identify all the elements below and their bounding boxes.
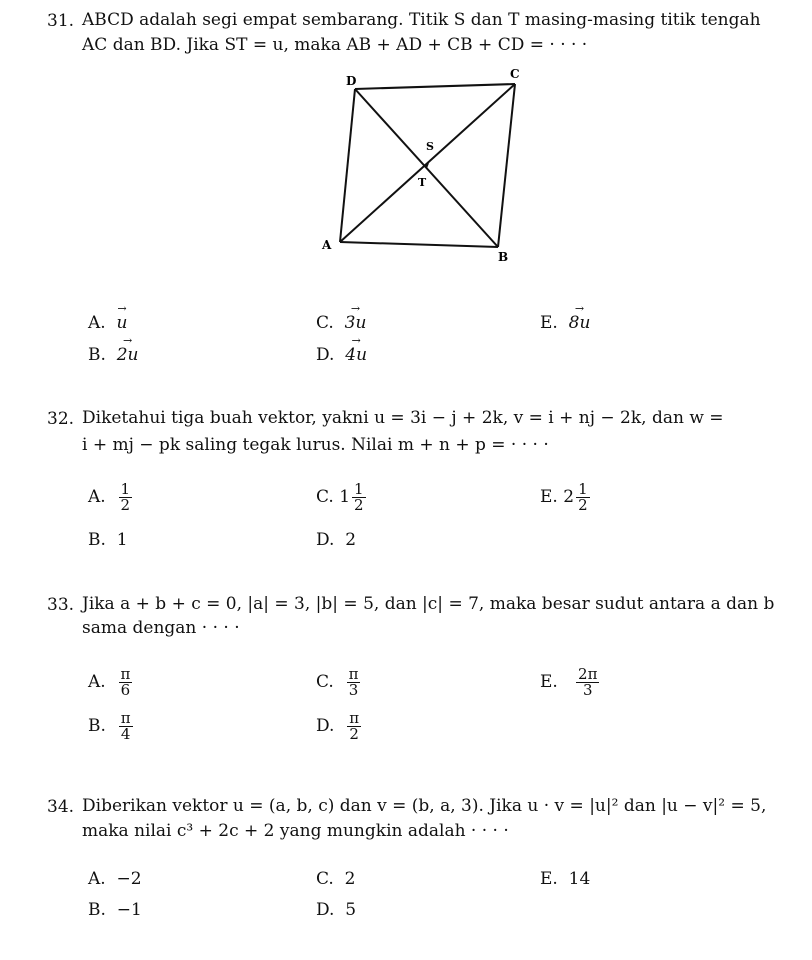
q34-answer-d: 5 [345, 900, 357, 920]
edge-ab [340, 242, 498, 247]
q34-option-d: D. 5 [316, 900, 357, 920]
q31-option-c: C. → 3u [316, 313, 366, 333]
q32-option-b: B. 1 [88, 530, 128, 550]
q34-answer-e: 14 [568, 869, 591, 889]
q31-option-e: E. → 8u [540, 313, 590, 333]
q33-option-d: D. $\frac{\pi}{2}$ [316, 709, 360, 743]
q32-option-e: E. 2 $\frac{1}{2}$ [540, 480, 588, 514]
q32-option-a: A. $\frac{1}{2}$ [88, 480, 131, 514]
q34-number: 34. [47, 797, 75, 817]
q34-option-e: E. 14 [540, 869, 591, 889]
label-a: A [322, 238, 332, 252]
q31-answer-c: → 3u [345, 313, 367, 333]
edge-cd [355, 84, 515, 89]
q34-answer-b: −1 [116, 900, 142, 920]
q31-quadrilateral-figure [310, 62, 530, 272]
q32-option-c: C. 1 $\frac{1}{2}$ [316, 480, 364, 514]
q34-text-line1: Diberikan vektor u = (a, b, c) dan v = (b, a, 3). Jika u · v = |u|² dan |u − v|² = 5, [82, 796, 767, 816]
q34-answer-c: 2 [344, 869, 356, 889]
q31-answer-a: → u [117, 313, 128, 333]
q31-option-d: D. → 4u [316, 345, 367, 365]
q33-text-line2: sama dengan · · · · [82, 618, 240, 638]
q33-answer-b: $\frac{\pi}{4}$ [120, 709, 131, 743]
label-s: S [426, 140, 434, 153]
label-d: D [346, 74, 357, 88]
q34-answer-a: −2 [116, 869, 142, 889]
q34-option-a: A. −2 [88, 869, 142, 889]
q33-answer-a: $\frac{\pi}{6}$ [120, 665, 131, 699]
q33-number: 33. [47, 595, 75, 615]
q33-answer-d: $\frac{\pi}{2}$ [349, 709, 360, 743]
q31-answer-b: → 2u [117, 345, 139, 365]
q31-text-line2: AC dan BD. Jika ST = u, maka AB + AD + CB + CD = · · · · [82, 35, 588, 55]
q32-answer-e: $\frac{1}{2}$ [578, 480, 588, 514]
q33-answer-e: $\frac{2\pi}{3}$ [578, 665, 598, 699]
q32-text-line1: Diketahui tiga buah vektor, yakni u = 3i − j + 2k, v = i + nj − 2k, dan w = [82, 408, 724, 428]
q31-text-line1: ABCD adalah segi empat sembarang. Titik S dan T masing-masing titik tengah [82, 10, 761, 30]
label-t: T [418, 176, 427, 189]
label-b: B [498, 250, 509, 264]
q32-answer-a: $\frac{1}{2}$ [120, 480, 131, 514]
q31-number: 31. [47, 11, 75, 31]
edge-bc [498, 84, 515, 247]
q33-answer-c: $\frac{\pi}{3}$ [348, 665, 359, 699]
q31-answer-e: → 8u [569, 313, 591, 333]
q33-option-b: B. $\frac{\pi}{4}$ [88, 709, 131, 743]
q34-option-b: B. −1 [88, 900, 142, 920]
q32-number: 32. [47, 409, 75, 429]
label-c: C [510, 67, 520, 81]
q31-option-b: B. → 2u [88, 345, 138, 365]
q33-option-c: C. $\frac{\pi}{3}$ [316, 665, 359, 699]
q32-option-d: D. 2 [316, 530, 357, 550]
q33-option-a: A. $\frac{\pi}{6}$ [88, 665, 131, 699]
edge-da [340, 89, 355, 242]
q32-text-line2: i + mj − pk saling tegak lurus. Nilai m + n + p = · · · · [82, 435, 549, 455]
q34-text-line2: maka nilai c³ + 2c + 2 yang mungkin adalah · · · · [82, 821, 509, 841]
q32-answer-d: 2 [345, 530, 357, 550]
q33-text-line1: Jika a + b + c = 0, |a| = 3, |b| = 5, dan |c| = 7, maka besar sudut antara a dan b [82, 594, 775, 614]
q33-option-e: E. $\frac{2\pi}{3}$ [540, 665, 598, 699]
q34-option-c: C. 2 [316, 869, 356, 889]
q31-answer-d: → 4u [345, 345, 367, 365]
q31-option-a: A. → u [88, 313, 127, 333]
q32-answer-b: 1 [116, 530, 128, 550]
q32-answer-c: $\frac{1}{2}$ [354, 480, 364, 514]
